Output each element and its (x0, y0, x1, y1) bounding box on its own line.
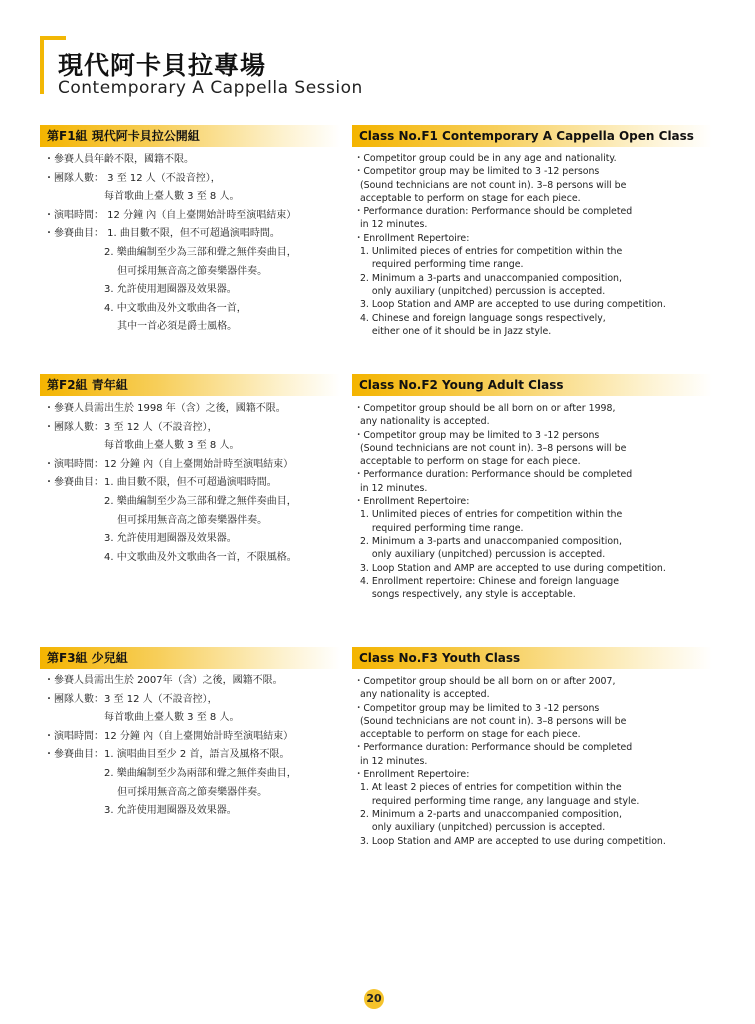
zh-line: 3. 允許使用迴圈器及效果器。 (44, 284, 237, 296)
en-line: in 12 minutes. (354, 219, 428, 231)
en-line: required performing time range. (354, 259, 524, 271)
en-line: only auxiliary (unpitched) percussion is accepted. (354, 549, 606, 561)
page-title-en: Contemporary A Cappella Session (58, 78, 363, 98)
en-line: ・Competitor group may be limited to 3 -12 persons (354, 429, 600, 441)
zh-line: ・演唱時間：12 分鐘 內（自上臺開始計時至演唱結束） (44, 458, 294, 470)
en-line: ・Enrollment Repertoire: (354, 496, 470, 508)
en-line: (Sound technicians are not count in). 3–8 persons will be (354, 179, 627, 191)
section-f1-title-en: Class No.F1 Contemporary A Cappella Open Class (352, 125, 712, 147)
section-f1-en-list (354, 152, 709, 338)
en-line: only auxiliary (unpitched) percussion is accepted. (354, 285, 606, 297)
en-line: 2. Minimum a 3-parts and unaccompanied composition, (354, 272, 622, 284)
en-line: ・Competitor group may be limited to 3 -12 persons (354, 166, 600, 178)
en-line: 3. Loop Station and AMP are accepted to use during competition. (354, 562, 666, 574)
en-line: ・Performance duration: Performance should be completed (354, 206, 633, 218)
section-f3-title-zh: 第F3組 少兒組 (40, 647, 340, 669)
en-line: ・Performance duration: Performance should be completed (354, 742, 633, 754)
zh-line: ・參賽曲目：1. 曲目數不限，但不可超過演唱時間。 (44, 477, 277, 489)
en-line: 1. Unlimited pieces of entries for competition within the (354, 246, 623, 258)
zh-line: 每首歌曲上臺人數 3 至 8 人。 (44, 712, 240, 724)
zh-line: ・團隊人數：3 至 12 人（不設音控）， (44, 421, 218, 433)
zh-line: ・參賽人員需出生於 2007年（含）之後，國籍不限。 (44, 675, 283, 686)
en-line: only auxiliary (unpitched) percussion is accepted. (354, 822, 606, 834)
section-f3-zh-list (44, 672, 297, 821)
en-line: any nationality is accepted. (354, 416, 490, 428)
en-line: 3. Loop Station and AMP are accepted to use during competition. (354, 835, 666, 847)
en-line: required performing time range, any language and style. (354, 795, 640, 807)
zh-line: 但可採用無音高之節奏樂器伴奏。 (44, 514, 268, 526)
en-line: either one of it should be in Jazz style. (354, 325, 552, 337)
section-f2-en-list (354, 402, 709, 601)
en-line: 4. Chinese and foreign language songs respectively, (354, 312, 606, 324)
zh-line: ・參賽曲目： 1. 曲目數不限，但不可超過演唱時間。 (44, 228, 280, 240)
zh-line: ・團隊人數：3 至 12 人（不設音控）， (44, 693, 218, 705)
zh-line: ・演唱時間： 12 分鐘 內（自上臺開始計時至演唱結束） (44, 209, 297, 221)
zh-line: 但可採用無音高之節奏樂器伴奏。 (44, 265, 268, 277)
zh-line: ・參賽曲目：1. 演唱曲目至少 2 首，語言及風格不限。 (44, 749, 290, 761)
en-line: 3. Loop Station and AMP are accepted to use during competition. (354, 299, 666, 311)
zh-line: 3. 允許使用迴圈器及效果器。 (44, 805, 237, 817)
zh-line: 2. 樂曲編制至少為三部和聲之無伴奏曲目， (44, 246, 297, 258)
en-line: (Sound technicians are not count in). 3–8 persons will be (354, 442, 627, 454)
zh-line: 4. 中文歌曲及外文歌曲各一首， (44, 302, 247, 314)
en-line: acceptable to perform on stage for each piece. (354, 456, 581, 468)
section-f2-title-zh: 第F2組 青年組 (40, 374, 340, 396)
en-line: ・Performance duration: Performance should be completed (354, 469, 633, 481)
corner-bracket-left (40, 36, 44, 94)
zh-line: ・團隊人數： 3 至 12 人（不設音控）， (44, 172, 221, 184)
zh-line: 但可採用無音高之節奏樂器伴奏。 (44, 786, 268, 798)
zh-line: 其中一首必須是爵士風格。 (44, 321, 238, 333)
page-title-zh: 現代阿卡貝拉專場 (58, 51, 267, 80)
en-line: songs respectively, any style is acceptable. (354, 589, 576, 601)
zh-line: 每首歌曲上臺人數 3 至 8 人。 (44, 191, 240, 203)
en-line: ・Enrollment Repertoire: (354, 232, 470, 244)
zh-line: ・參賽人員年齡不限，國籍不限。 (44, 154, 194, 165)
en-line: in 12 minutes. (354, 482, 428, 494)
zh-line: ・參賽人員需出生於 1998 年（含）之後，國籍不限。 (44, 403, 286, 414)
zh-line: 2. 樂曲編制至少為兩部和聲之無伴奏曲目， (44, 767, 297, 779)
en-line: 1. At least 2 pieces of entries for competition within the (354, 782, 622, 794)
section-f2-zh-list (44, 400, 297, 567)
en-line: acceptable to perform on stage for each piece. (354, 192, 581, 204)
en-line: 4. Enrollment repertoire: Chinese and foreign language (354, 575, 620, 587)
en-line: ・Competitor group should be all born on or after 1998, (354, 403, 616, 414)
en-line: ・Enrollment Repertoire: (354, 769, 470, 781)
en-line: ・Competitor group may be limited to 3 -12 persons (354, 702, 600, 714)
en-line: any nationality is accepted. (354, 689, 490, 701)
en-line: 2. Minimum a 3-parts and unaccompanied composition, (354, 535, 622, 547)
en-line: in 12 minutes. (354, 755, 428, 767)
en-line: 1. Unlimited pieces of entries for competition within the (354, 509, 623, 521)
zh-line: 2. 樂曲編制至少為三部和聲之無伴奏曲目， (44, 495, 297, 507)
en-line: 2. Minimum a 2-parts and unaccompanied composition, (354, 808, 622, 820)
en-line: (Sound technicians are not count in). 3–8 persons will be (354, 715, 627, 727)
section-f3-en-list (354, 675, 709, 848)
zh-line: ・演唱時間：12 分鐘 內（自上臺開始計時至演唱結束） (44, 730, 294, 742)
zh-line: 每首歌曲上臺人數 3 至 8 人。 (44, 440, 240, 452)
section-f3-title-en: Class No.F3 Youth Class (352, 647, 712, 669)
page-number: 20 (364, 989, 384, 1009)
en-line: acceptable to perform on stage for each piece. (354, 729, 581, 741)
section-f1-title-zh: 第F1組 現代阿卡貝拉公開組 (40, 125, 340, 147)
en-line: ・Competitor group could be in any age and nationality. (354, 153, 617, 164)
zh-line: 4. 中文歌曲及外文歌曲各一首，不限風格。 (44, 551, 297, 563)
en-line: required performing time range. (354, 522, 524, 534)
zh-line: 3. 允許使用迴圈器及效果器。 (44, 533, 237, 545)
section-f2-title-en: Class No.F2 Young Adult Class (352, 374, 712, 396)
en-line: ・Competitor group should be all born on or after 2007, (354, 676, 616, 687)
section-f1-zh-list (44, 151, 297, 337)
